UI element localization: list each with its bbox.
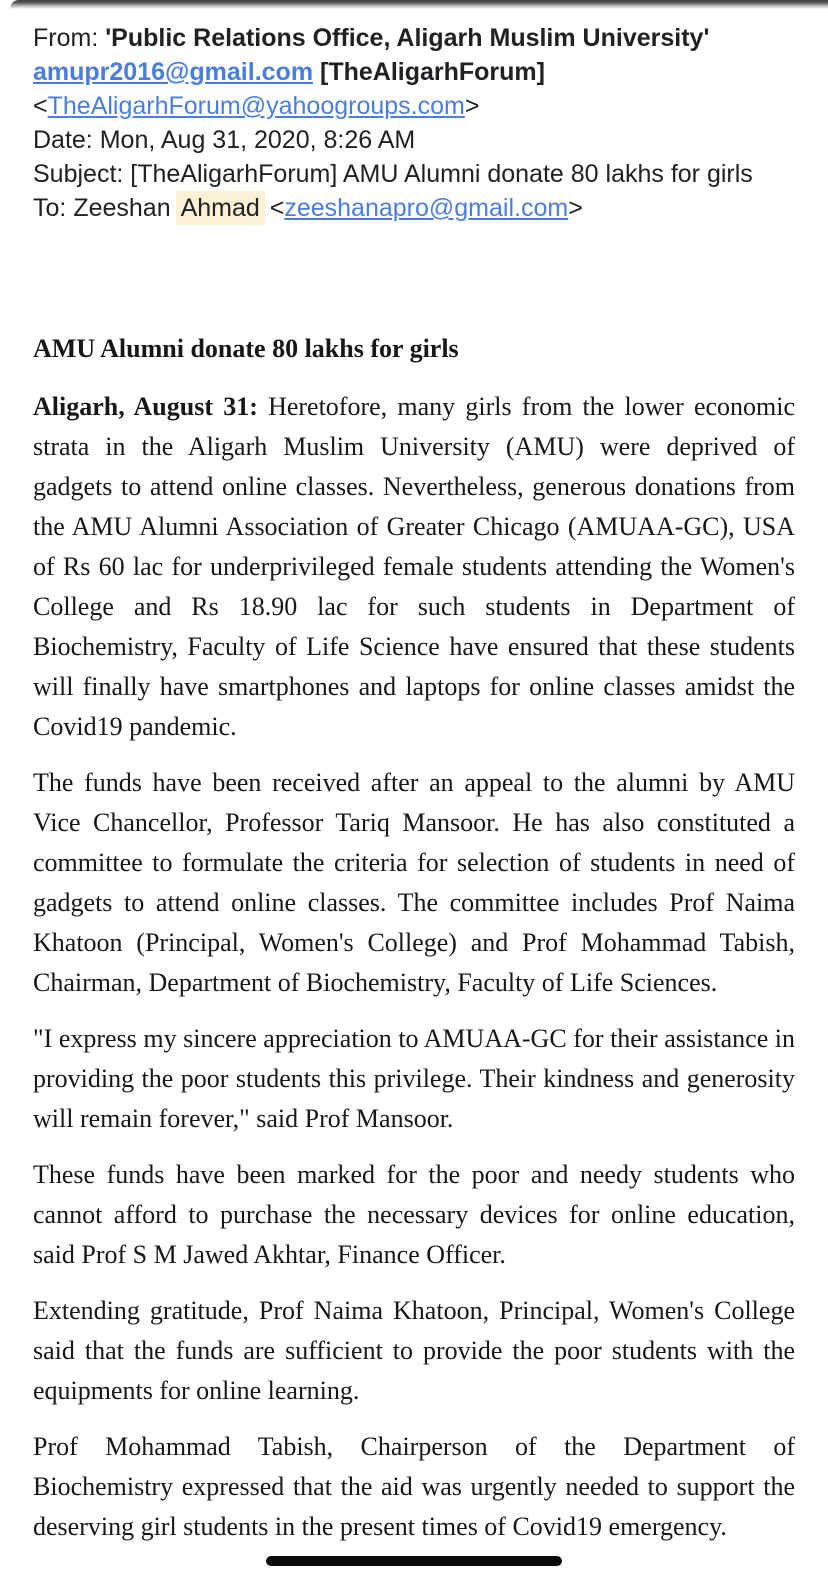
to-name-search-highlight: Ahmad <box>176 191 265 225</box>
quoted-email-header <box>33 21 795 225</box>
subject-value: [TheAligarhForum] AMU Alumni donate 80 lakhs for girls <box>130 160 753 188</box>
article-body <box>33 329 795 1547</box>
to-line <box>33 191 795 225</box>
article-paragraph: These funds have been marked for the poor and needy students who cannot afford to purchase the necessary devices for online education, said Prof S M Jawed Akhtar, Finance Officer. <box>33 1160 795 1269</box>
article-paragraph: Aligarh, August 31: Heretofore, many girls from the lower economic strata in the Aligarh Muslim University (AMU) were deprived of gadgets to attend online classes. Nevertheless, generous donations from the AMU Alumni Association of Greater Chicago (AMUAA-GC), USA of Rs 60 lac for underprivileged female students attending the Women's College and Rs 18.90 lac for such students in Department of Biochemistry, Faculty of Life Science have ensured that these students will finally have smartphones and laptops for online classes amidst the Covid19 pandemic. <box>33 392 796 741</box>
subject-line <box>33 157 795 191</box>
article-paragraph: Prof Mohammad Tabish, Chairperson of the Department of Biochemistry expressed that the aid was urgently needed to support the deserving girl students in the present times of Covid19 emergency. <box>33 1432 795 1541</box>
to-label: To: <box>33 194 67 222</box>
from-label: From: <box>33 24 99 52</box>
article-paragraph: Extending gratitude, Prof Naima Khatoon, Principal, Women's College said that the funds are sufficient to provide the poor students with the equipments for online learning. <box>33 1296 795 1405</box>
content-top-edge <box>10 0 828 9</box>
angle-close: > <box>464 92 480 120</box>
article-heading: AMU Alumni donate 80 lakhs for girls <box>33 334 459 363</box>
date-value: Mon, Aug 31, 2020, 8:26 AM <box>99 126 416 154</box>
to-name: Zeeshan <box>73 194 171 222</box>
from-forum-tag: [TheAligarhForum] <box>320 58 545 86</box>
article-paragraph: The funds have been received after an appeal to the alumni by AMU Vice Chancellor, Professor Tariq Mansoor. He has also constituted a committee to formulate the criteria for selection of students in need of gadgets to attend online classes. The committee includes Prof Naima Khatoon (Principal, Women's College) and Prof Mohammad Tabish, Chairman, Department of Biochemistry, Faculty of Life Sciences. <box>33 768 795 997</box>
dateline-lead: Aligarh, August 31: <box>33 392 258 421</box>
to-email-link[interactable]: zeeshanapro@gmail.com <box>284 194 569 222</box>
from-email-link[interactable]: amupr2016@gmail.com <box>33 58 314 86</box>
subject-label: Subject: <box>33 160 124 188</box>
article-paragraph: "I express my sincere appreciation to AMUAA-GC for their assistance in providing the poor students this privilege. Their kindness and generosity will remain forever," said Prof Mansoor. <box>33 1024 795 1133</box>
date-label: Date: <box>33 126 93 154</box>
angle-open: < <box>269 194 285 222</box>
angle-open: < <box>33 92 48 120</box>
date-line <box>33 123 795 157</box>
angle-close: > <box>568 194 583 222</box>
home-indicator[interactable] <box>266 1556 562 1566</box>
from-name: 'Public Relations Office, Aligarh Muslim University' <box>105 24 710 52</box>
mailing-list-email-link[interactable]: TheAligarhForum@yahoogroups.com <box>47 92 465 120</box>
from-line <box>33 21 795 123</box>
